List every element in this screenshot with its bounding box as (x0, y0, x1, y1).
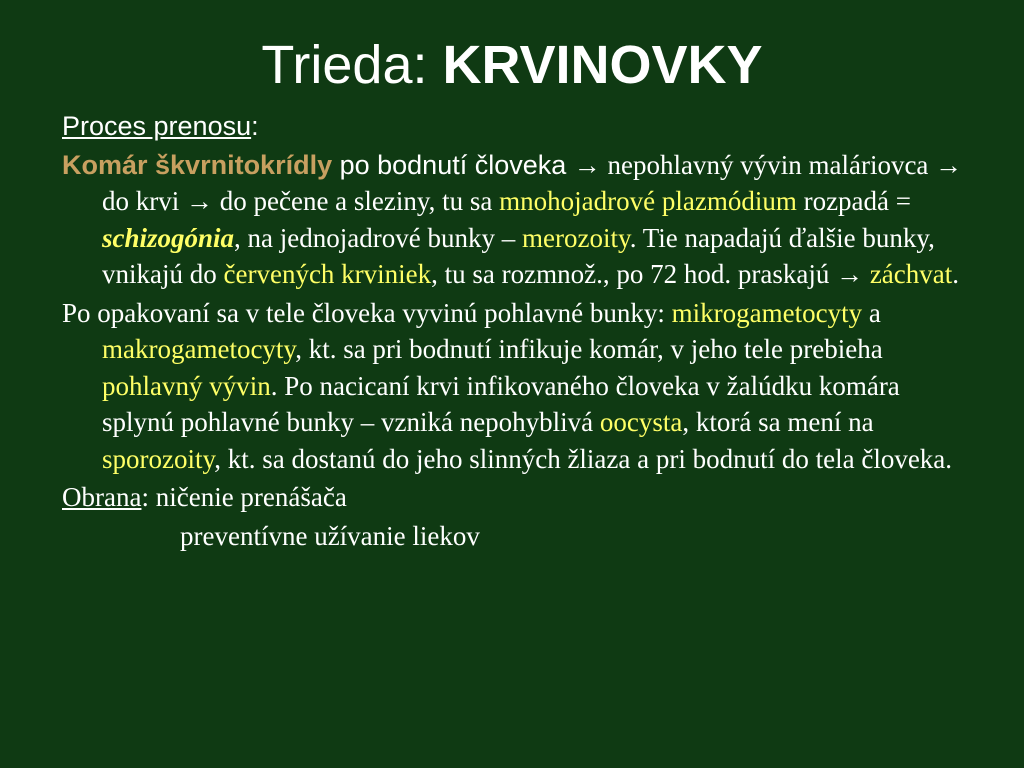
term-attack: záchvat (869, 259, 953, 289)
slide-title (0, 30, 1024, 100)
term-schizogonia: schizogónia (102, 222, 235, 253)
title-main: KRVINOVKY (442, 35, 763, 95)
term-merozoity: merozoity (521, 222, 630, 253)
p2-text-6: , tu sa rozmnož., po 72 hod. praskajú → (431, 259, 870, 289)
p2-text-2: → nepohlavný vývin maláriovca → do krvi → do pečene a sleziny, tu sa (102, 149, 963, 216)
p2-text-1: po bodnutí človeka (332, 149, 574, 180)
paragraph-sexual-cycle (62, 295, 972, 478)
p3-text-3: , kt. sa pri bodnutí infikuje komár, v jeho tele prebieha (295, 334, 883, 364)
slide-content (62, 108, 972, 556)
p3-text-5: , ktorá sa mení na (682, 407, 874, 437)
term-plasmodium: mnohojadrové plazmódium (499, 186, 797, 216)
p2-text-4: , na jednojadrové bunky – (234, 222, 522, 253)
defense-label: Obrana (62, 482, 142, 512)
paragraph-asexual-cycle (62, 147, 972, 293)
defense-item-2: preventívne užívanie liekov (180, 520, 480, 551)
defense-item-2-line (62, 518, 972, 555)
term-red-blood-cells: červených krviniek (223, 259, 432, 289)
p3-text-4: . Po nacicaní krvi infikovaného človeka v žalúdku komára splynú pohlavné bunky – vzniká nepohyblivá (102, 370, 900, 437)
term-sexual-development: pohlavný vývin (102, 370, 271, 401)
term-microgametocytes: mikrogametocyty (671, 297, 863, 328)
transmission-label: Proces prenosu (62, 111, 252, 141)
transmission-heading (62, 108, 972, 145)
p2-text-5: . Tie napadajú ďalšie bunky, vnikajú do (102, 222, 935, 289)
title-prefix: Trieda: (261, 35, 443, 95)
defense-item-1: : ničenie prenášača (141, 482, 347, 512)
term-sporozoites: sporozoity (102, 443, 215, 474)
transmission-colon: : (251, 111, 259, 141)
term-oocyst: oocysta (599, 407, 683, 437)
p2-text-7: . (952, 259, 960, 289)
term-macrogametocytes: makrogametocyty (102, 334, 296, 364)
p3-text-1: Po opakovaní sa v tele človeka vyvinú pohlavné bunky: (62, 297, 672, 328)
p2-text-3: rozpadá = (796, 186, 911, 216)
mosquito-term: Komár škvrnitokrídly (62, 149, 333, 180)
p3-text-2: a (862, 297, 881, 328)
paragraph-defense (62, 479, 972, 516)
p3-text-6: , kt. sa dostanú do jeho slinných žliaza a pri bodnutí do tela človeka. (214, 443, 953, 474)
